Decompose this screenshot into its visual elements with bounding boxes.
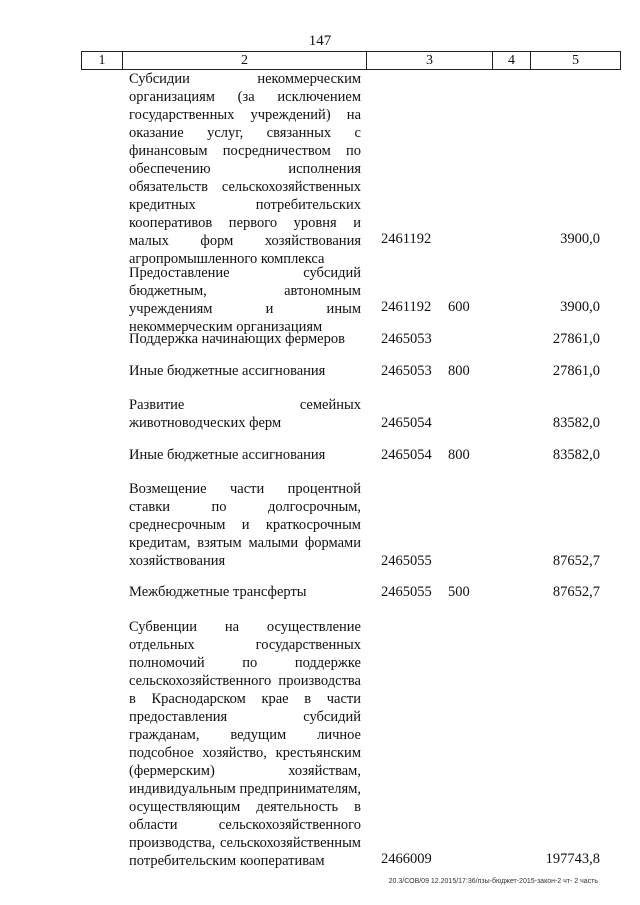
- row-name: Иные бюджетные ассигнования: [129, 363, 326, 379]
- row-name: Субсидии некоммерческим организациям (за исключением государственных учреждений) на оказание услуг, связанных с финансовым посредничеством по обеспечению исполнения обязательств сельскохозяйственных кредитных потребительских кооперативов первого уровня и малых форм хозяйствования агропромышленного комплекса: [129, 71, 361, 267]
- row-amount: 87652,7: [552, 584, 600, 600]
- row-code: 2461192: [381, 231, 432, 247]
- row-code: 2465054: [381, 415, 432, 431]
- row-code: 2465053: [381, 363, 432, 379]
- row-amount: 83582,0: [552, 447, 600, 463]
- row-amount: 3900,0: [560, 231, 600, 247]
- header-col-5: 5: [531, 52, 621, 69]
- row-amount: 3900,0: [560, 299, 600, 315]
- row-amount: 87652,7: [552, 553, 600, 569]
- row-code: 2461192: [381, 299, 432, 315]
- row-name: Поддержка начинающих фермеров: [129, 331, 345, 347]
- row-name: Возмещение части процентной ставки по долгосрочным, среднесрочным и краткосрочным кредитам, взятым малыми формами хозяйствования: [129, 481, 361, 569]
- row-name: Развитие семейных животноводческих ферм: [129, 397, 361, 431]
- row-code: 2466009: [381, 851, 432, 867]
- row-code: 2465054: [381, 447, 432, 463]
- row-type: 500: [448, 584, 470, 600]
- header-col-4: 4: [493, 52, 531, 69]
- header-col-3: 3: [367, 52, 493, 69]
- row-name: Субвенции на осуществление отдельных государственных полномочий по поддержке сельскохозяйственного производства в Краснодарском крае в части предоставления субсидий гражданам, ведущим личное подсобное хозяйство, крестьянским (фермерским) хозяйствам, индивидуальным предпринимателям, осуществляющим деятельность в области сельскохозяйственного производства, сельскохозяйственным потребительским кооперативам: [129, 619, 361, 869]
- row-code: 2465055: [381, 553, 432, 569]
- row-type: 800: [448, 447, 470, 463]
- row-code: 2465055: [381, 584, 432, 600]
- row-code: 2465053: [381, 331, 432, 347]
- row-amount: 27861,0: [552, 363, 600, 379]
- row-name: Межбюджетные трансферты: [129, 584, 307, 600]
- page-number: 147: [308, 33, 332, 49]
- row-type: 800: [448, 363, 470, 379]
- row-amount: 27861,0: [552, 331, 600, 347]
- table-header: [81, 51, 621, 70]
- row-type: 600: [448, 299, 470, 315]
- footer-doc-id: 20.3/СОВ/09 12.2015/17:36/пзы-бюджет-2015-закон-2 чт- 2 часть: [388, 878, 598, 885]
- row-amount: 83582,0: [552, 415, 600, 431]
- row-name: Предоставление субсидий бюджетным, автономным учреждениям и иным некоммерческим организациям: [129, 265, 361, 335]
- row-name: Иные бюджетные ассигнования: [129, 447, 326, 463]
- header-col-2: 2: [123, 52, 367, 69]
- row-amount: 197743,8: [545, 851, 600, 867]
- header-col-1: 1: [82, 52, 123, 69]
